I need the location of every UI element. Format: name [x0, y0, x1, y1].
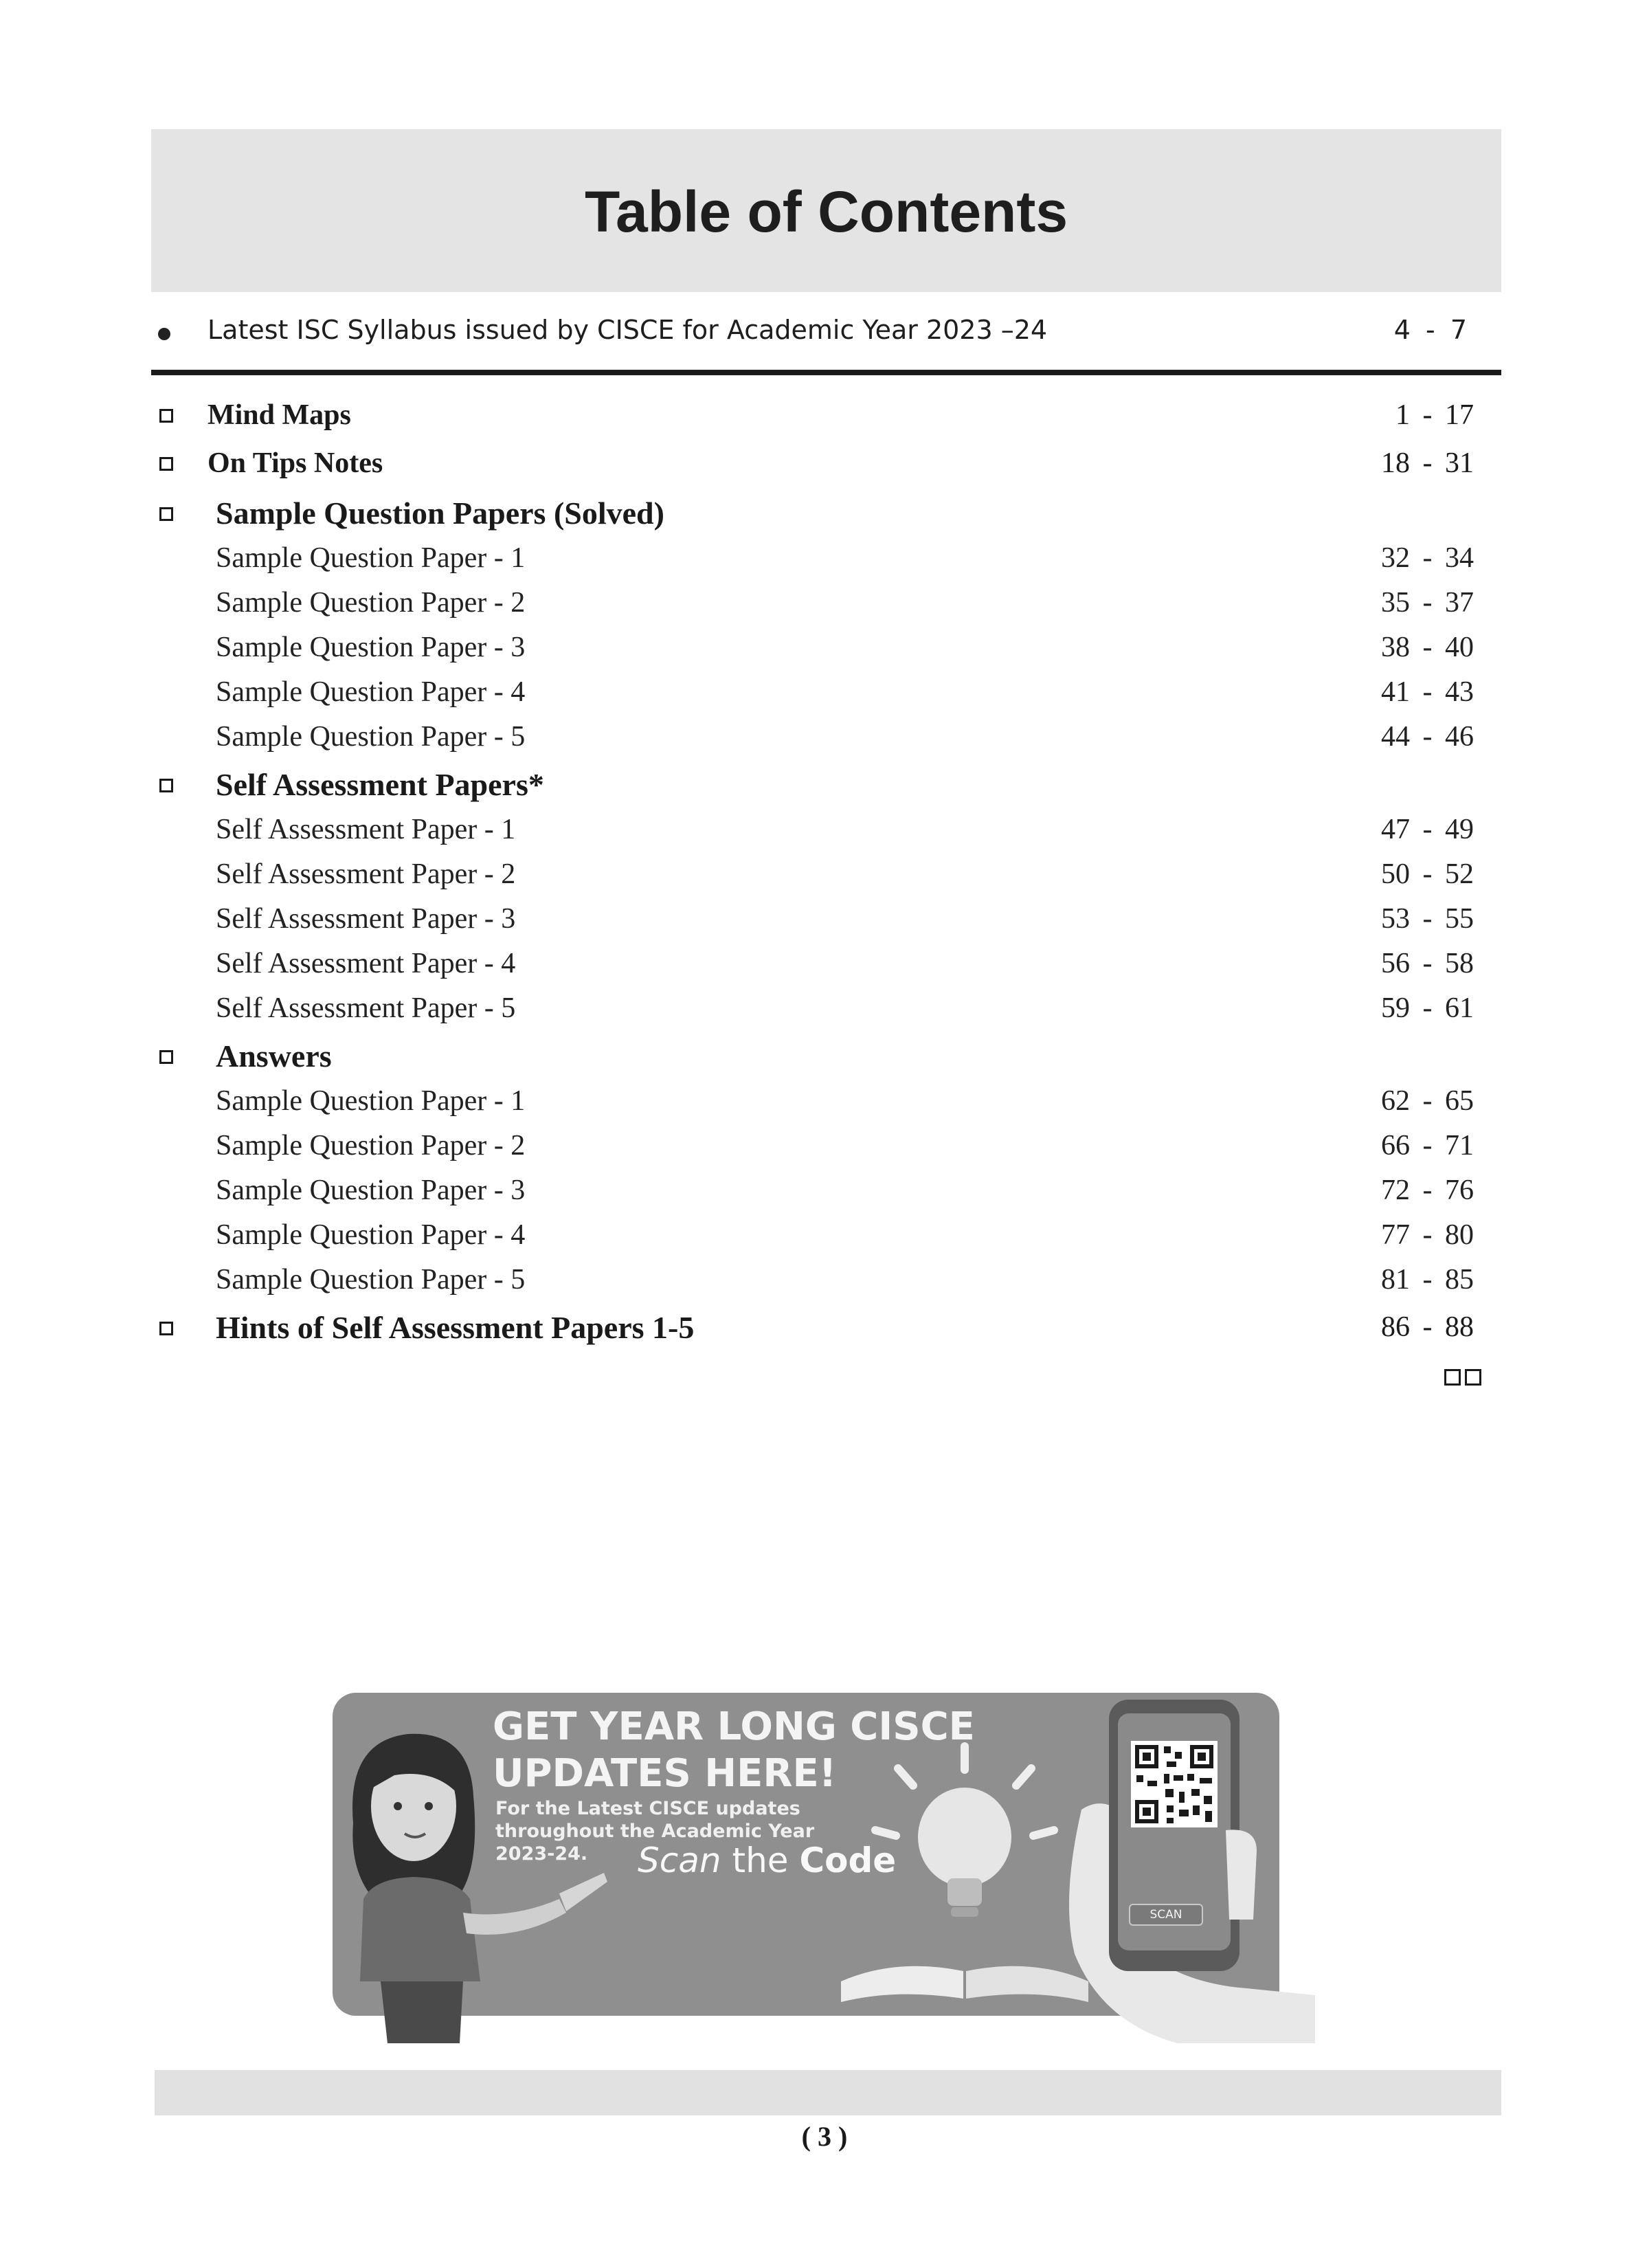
toc-item[interactable] — [151, 715, 1501, 759]
toc-list — [151, 392, 1501, 1350]
toc-pages: 32 - 34 — [1381, 542, 1474, 574]
divider — [151, 370, 1501, 375]
toc-item[interactable] — [151, 986, 1501, 1031]
title-band — [151, 129, 1501, 292]
toc-label: Self Assessment Paper - 3 — [216, 903, 516, 935]
toc-label: Sample Question Paper - 2 — [216, 587, 526, 619]
toc-pages: 62 - 65 — [1381, 1085, 1474, 1117]
toc-pages: 41 - 43 — [1381, 676, 1474, 708]
toc-label: Self Assessment Paper - 1 — [216, 814, 516, 845]
toc-pages: 47 - 49 — [1381, 814, 1474, 845]
toc-label: Sample Question Paper - 5 — [216, 1264, 526, 1296]
toc-label: Sample Question Paper - 5 — [216, 721, 526, 753]
the-word: the — [732, 1841, 789, 1880]
toc-item[interactable] — [151, 808, 1501, 852]
code-word: Code — [799, 1841, 897, 1880]
toc-pages: 44 - 46 — [1381, 721, 1474, 753]
toc-pages: 50 - 52 — [1381, 858, 1474, 890]
toc-section[interactable] — [151, 488, 1501, 536]
banner-headline: GET YEAR LONG CISCE UPDATES HERE! — [493, 1704, 975, 1796]
scan-the-code-text — [638, 1841, 896, 1880]
toc-pages: 86 - 88 — [1381, 1311, 1474, 1343]
toc-item[interactable] — [151, 942, 1501, 986]
checkbox-bullet-icon — [159, 457, 173, 471]
toc-section[interactable] — [151, 759, 1501, 808]
toc-item[interactable] — [151, 581, 1501, 625]
toc-label: Sample Question Paper - 4 — [216, 676, 526, 708]
toc-label: Mind Maps — [207, 399, 351, 431]
toc-label: Sample Question Paper - 3 — [216, 632, 526, 663]
toc-item[interactable] — [151, 625, 1501, 670]
toc-pages: 59 - 61 — [1381, 992, 1474, 1024]
toc-label: Self Assessment Paper - 4 — [216, 948, 516, 979]
toc-pages: 66 - 71 — [1381, 1130, 1474, 1161]
scan-word: Scan — [638, 1841, 721, 1880]
toc-label: Sample Question Paper - 3 — [216, 1175, 526, 1206]
cisce-updates-banner[interactable] — [333, 1693, 1315, 2043]
toc-label: Self Assessment Paper - 2 — [216, 858, 516, 890]
toc-item[interactable] — [151, 852, 1501, 897]
scan-button[interactable]: SCAN — [1129, 1904, 1203, 1926]
toc-label: Answers — [216, 1038, 332, 1074]
toc-pages: 72 - 76 — [1381, 1175, 1474, 1206]
toc-pages: 53 - 55 — [1381, 903, 1474, 935]
toc-pages: 56 - 58 — [1381, 948, 1474, 979]
toc-label: Self Assessment Paper - 5 — [216, 992, 516, 1024]
toc-item[interactable] — [151, 1124, 1501, 1168]
toc-pages: 1 - 17 — [1395, 399, 1474, 431]
bullet-icon — [158, 328, 170, 340]
banner-subtext: For the Latest CISCE updates throughout the Academic Year 2023-24. — [495, 1798, 815, 1865]
phone-in-hand-icon — [1069, 1700, 1315, 2043]
checkbox-bullet-icon — [159, 1322, 173, 1335]
toc-section[interactable] — [151, 440, 1501, 488]
toc-item[interactable] — [151, 1258, 1501, 1302]
toc-item[interactable] — [151, 1079, 1501, 1124]
toc-pages: 81 - 85 — [1381, 1264, 1474, 1296]
syllabus-pages: 4 - 7 — [1393, 315, 1467, 345]
toc-label: Sample Question Paper - 1 — [216, 1085, 526, 1117]
toc-item[interactable] — [151, 897, 1501, 942]
toc-label: Sample Question Paper - 2 — [216, 1130, 526, 1161]
toc-pages: 35 - 37 — [1381, 587, 1474, 619]
toc-item[interactable] — [151, 536, 1501, 581]
toc-label: On Tips Notes — [207, 447, 383, 479]
toc-pages: 38 - 40 — [1381, 632, 1474, 663]
toc-label: Sample Question Papers (Solved) — [216, 496, 664, 531]
syllabus-entry[interactable] — [151, 309, 1501, 355]
checkbox-bullet-icon — [159, 507, 173, 521]
checkbox-bullet-icon — [159, 1050, 173, 1064]
checkbox-bullet-icon — [159, 409, 173, 423]
toc-label: Sample Question Paper - 4 — [216, 1219, 526, 1251]
toc-item[interactable] — [151, 1168, 1501, 1213]
end-mark-icon — [1444, 1369, 1485, 1387]
page-title: Table of Contents — [584, 179, 1068, 244]
toc-item[interactable] — [151, 1213, 1501, 1258]
syllabus-label: Latest ISC Syllabus issued by CISCE for Academic Year 2023 –24 — [207, 315, 1048, 345]
toc-section[interactable] — [151, 392, 1501, 440]
toc-pages: 18 - 31 — [1381, 447, 1474, 479]
open-book-icon — [841, 1966, 1088, 2002]
toc-item[interactable] — [151, 670, 1501, 715]
toc-section[interactable] — [151, 1031, 1501, 1079]
checkbox-bullet-icon — [159, 779, 173, 792]
footer-band — [155, 2070, 1501, 2115]
toc-label: Self Assessment Papers* — [216, 767, 544, 802]
toc-pages: 77 - 80 — [1381, 1219, 1474, 1251]
toc-label: Sample Question Paper - 1 — [216, 542, 526, 574]
page-number: ( 3 ) — [801, 2121, 848, 2152]
toc-label: Hints of Self Assessment Papers 1-5 — [216, 1310, 695, 1345]
toc-section[interactable] — [151, 1302, 1501, 1350]
